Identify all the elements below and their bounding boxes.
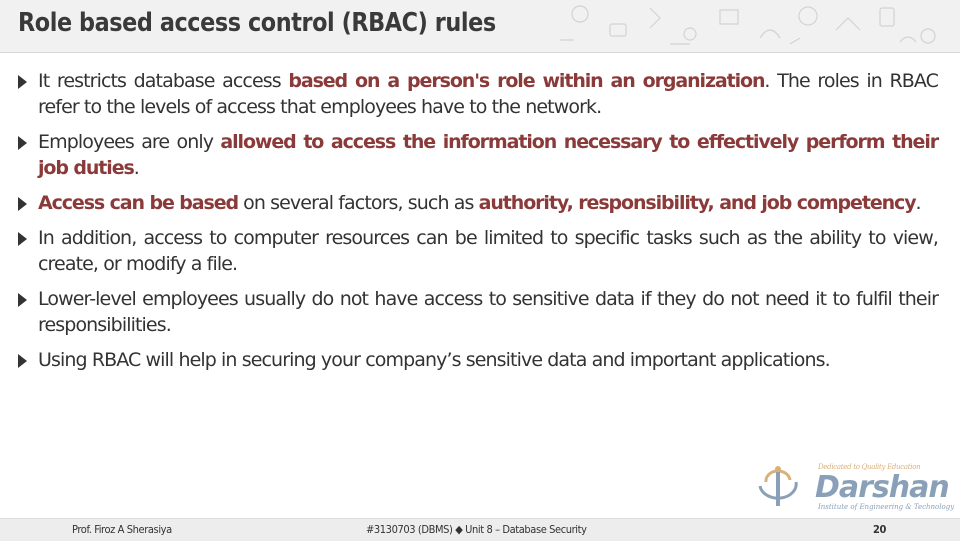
footer-course: #3130703 (DBMS) ◆ Unit 8 – Database Security [366,523,587,536]
bullet-arrow-icon [18,75,27,89]
bullet-highlight: based on a person's role within an organization [288,70,765,92]
bullet-text-segment: . The roles in RBAC refer to the levels of access that employees have to the network. [38,70,939,118]
bullet-arrow-icon [18,197,27,211]
bullet-arrow-icon [18,354,27,368]
bullet-item [16,347,938,373]
bullet-text: Lower-level employees usually do not have access to sensitive data if they do not need it to fulfil their responsibilities. [38,288,938,336]
logo-tagline: Dedicated to Quality Education [818,463,921,471]
bullet-text [38,129,938,181]
slide-title: Role based access control (RBAC) rules [18,8,496,38]
logo-subtitle: Institute of Engineering & Technology [818,503,955,511]
title-bar [0,0,960,53]
bullet-highlight: Access can be based [38,192,238,214]
logo-emblem-icon [752,464,810,512]
bullet-text: In addition, access to computer resources can be limited to specific tasks such as the ability to view, create, or modify a file. [38,227,938,275]
page-number: 20 [873,523,886,536]
bullet-text: Using RBAC will help in securing your company’s sensitive data and important applications. [38,349,830,371]
bullet-text-segment: It restricts database access [38,70,289,92]
logo-wordmark: Darshan [815,470,949,505]
bullet-highlight: allowed to access the information necessary to effectively perform their job duties [38,131,939,179]
darshan-logo [752,458,957,518]
bullet-item [16,225,938,277]
bullet-text-segment: Employees are only [38,131,221,153]
bullet-arrow-icon [18,136,27,150]
bullet-arrow-icon [18,293,27,307]
doodle-pattern-icon [540,0,960,52]
bullet-item [16,286,938,338]
footer-bar [0,518,960,541]
footer-author: Prof. Firoz A Sherasiya [72,523,172,536]
bullet-highlight: authority, responsibility, and job competency [478,192,916,214]
bullet-text-segment: on several factors, such as [238,192,479,214]
bullet-text [38,68,938,120]
bullet-text-segment: . [915,192,921,214]
bullet-list [16,68,938,382]
bullet-item [16,190,938,216]
bullet-item [16,68,938,120]
bullet-text [38,190,938,216]
bullet-arrow-icon [18,232,27,246]
bullet-item [16,129,938,181]
bullet-text-segment: . [133,157,139,179]
